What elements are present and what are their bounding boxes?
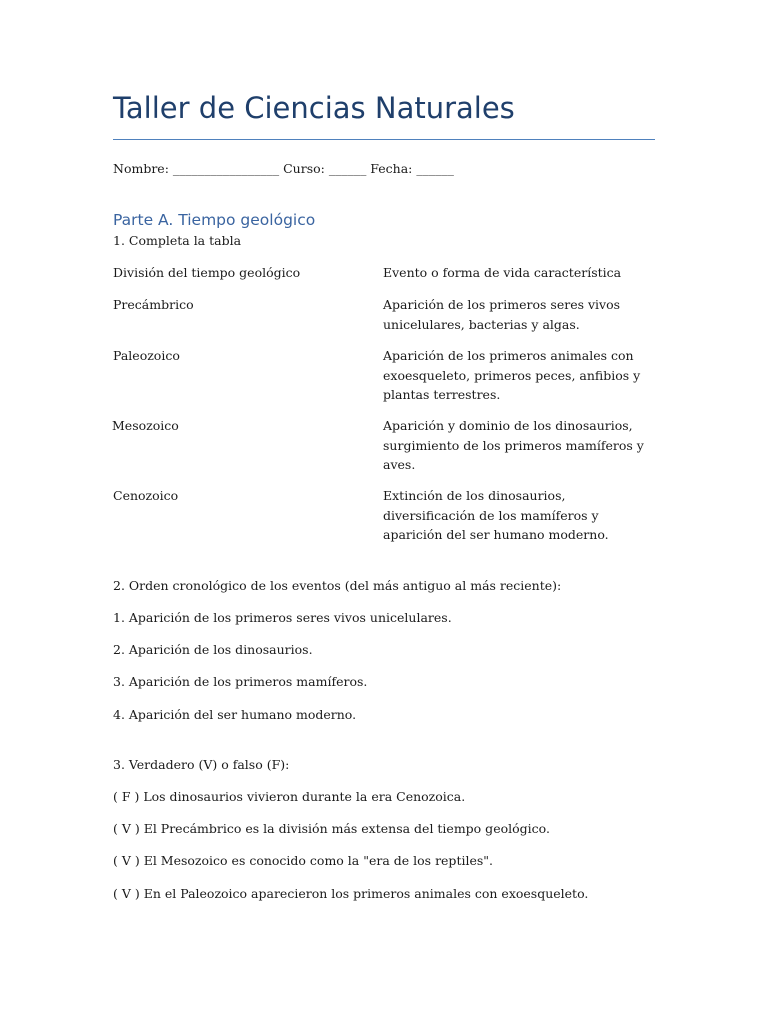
question-2: 2. Orden cronológico de los eventos (del más antiguo al más reciente):: [113, 578, 562, 593]
list-item: ( V ) El Precámbrico es la división más extensa del tiempo geológico.: [113, 821, 550, 836]
question-1: 1. Completa la tabla: [113, 233, 242, 248]
list-item: ( F ) Los dinosaurios vivieron durante la era Cenozoica.: [113, 789, 466, 804]
list-item: 2. Aparición de los dinosaurios.: [113, 642, 313, 657]
table-cell-division: Paleozoico: [113, 348, 180, 363]
table-cell-division: Mesozoico: [112, 418, 179, 433]
document-title: Taller de Ciencias Naturales: [113, 91, 515, 125]
list-item: 4. Aparición del ser humano moderno.: [113, 707, 357, 722]
table-cell-division: Cenozoico: [113, 488, 179, 503]
question-3: 3. Verdadero (V) o falso (F):: [113, 757, 290, 772]
table-cell-event: Aparición de los primeros seres vivos unicelulares, bacterias y algas.: [383, 297, 621, 332]
table-header-division: División del tiempo geológico: [113, 265, 301, 280]
list-item: ( V ) El Mesozoico es conocido como la "era de los reptiles".: [113, 853, 493, 868]
part-a-heading: Parte A. Tiempo geológico: [113, 211, 316, 229]
table-cell-division: Precámbrico: [113, 297, 194, 312]
list-item: 1. Aparición de los primeros seres vivos unicelulares.: [113, 610, 452, 625]
table-cell-event: Aparición y dominio de los dinosaurios, surgimiento de los primeros mamíferos y aves.: [383, 418, 644, 472]
list-item: ( V ) En el Paleozoico aparecieron los primeros animales con exoesqueleto.: [113, 886, 589, 901]
title-underline: [113, 139, 655, 140]
table-header-event: Evento o forma de vida característica: [383, 265, 622, 280]
list-item: 3. Aparición de los primeros mamíferos.: [113, 674, 368, 689]
table-cell-event: Extinción de los dinosaurios, diversificación de los mamíferos y aparición del ser humano moderno.: [383, 488, 609, 542]
student-info-line: Nombre: _________________ Curso: ______ Fecha: ______: [113, 161, 454, 176]
table-cell-event: Aparición de los primeros animales con exoesqueleto, primeros peces, anfibios y plantas terrestres.: [383, 348, 641, 402]
